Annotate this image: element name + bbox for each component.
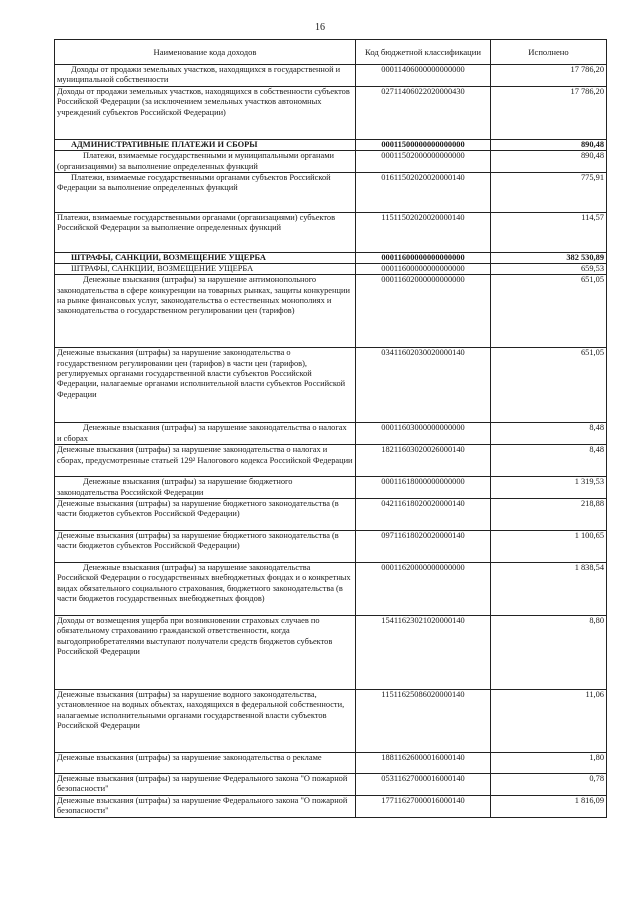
row-value: 659,53 [491,264,607,275]
row-name: Денежные взыскания (штрафы) за нарушение бюджетного законодательства (в части бюджетов субъектов Российской Федерации) [55,499,356,531]
table-row [55,477,607,499]
row-name: ШТРАФЫ, САНКЦИИ, ВОЗМЕЩЕНИЕ УЩЕРБА [55,252,356,263]
table-row [55,563,607,616]
row-code: 18211603020026000140 [356,445,491,477]
row-value: 890,48 [491,140,607,151]
table-row [55,499,607,531]
row-code: 15411623021020000140 [356,616,491,690]
table-row [55,212,607,252]
table-row [55,140,607,151]
table-row [55,87,607,140]
header-code: Код бюджетной классификации [356,40,491,65]
row-name: Денежные взыскания (штрафы) за нарушение законодательства о рекламе [55,753,356,774]
row-name: АДМИНИСТРАТИВНЫЕ ПЛАТЕЖИ И СБОРЫ [55,140,356,151]
row-value: 1,80 [491,753,607,774]
row-code: 00011618000000000000 [356,477,491,499]
page-number: 16 [315,22,325,33]
row-value: 890,48 [491,151,607,173]
row-code: 18811626000016000140 [356,753,491,774]
row-name: Денежные взыскания (штрафы) за нарушение антимонопольного законодательства в сфере конкуренции на товарных рынках, защиты конкуренции на рынке финансовых услуг, законодательства о естественных монополиях и законодательства о государственном регулировании цен (тарифов) [55,275,356,348]
row-name: Денежные взыскания (штрафы) за нарушение водного законодательства, установленное на водных объектах, находящихся в федеральной собственности, налагаемые исполнительными органами государственной власти субъектов Российской Федерации [55,690,356,753]
row-value: 17 786,20 [491,87,607,140]
row-value: 11,06 [491,690,607,753]
row-value: 8,80 [491,616,607,690]
row-code: 00011600000000000000 [356,252,491,263]
row-value: 382 530,89 [491,252,607,263]
row-code: 17711627000016000140 [356,796,491,818]
table-body [55,65,607,818]
row-value: 1 100,65 [491,531,607,563]
row-name: Доходы от возмещения ущерба при возникновении страховых случаев по обязательному страхованию гражданской ответственности, когда выгодоприобретателями выступают получатели средств бюджетов субъектов Российской Федерации [55,616,356,690]
row-value: 0,78 [491,774,607,796]
header-value: Исполнено [491,40,607,65]
row-name: Денежные взыскания (штрафы) за нарушение законодательства о налогах и сборах, предусмотренные статьей 129² Налогового кодекса Российской Федерации [55,445,356,477]
row-value: 1 838,54 [491,563,607,616]
table-row [55,264,607,275]
table-row [55,423,607,445]
row-name: Денежные взыскания (штрафы) за нарушение бюджетного законодательства Российской Федерации [55,477,356,499]
row-value: 8,48 [491,423,607,445]
row-value: 1 816,09 [491,796,607,818]
row-name: Денежные взыскания (штрафы) за нарушение законодательства Российской Федерации о государственных внебюджетных фондах и о конкретных видах обязательного социального страхования, бюджетного законодательства (в части бюджетов государственных внебюджетных фондов) [55,563,356,616]
table-row [55,348,607,423]
row-code: 00011602000000000000 [356,275,491,348]
row-code: 00011500000000000000 [356,140,491,151]
row-code: 02711406022020000430 [356,87,491,140]
table-row [55,690,607,753]
row-value: 114,57 [491,212,607,252]
row-code: 11511625086020000140 [356,690,491,753]
row-value: 651,05 [491,348,607,423]
row-name: Денежные взыскания (штрафы) за нарушение законодательства о государственном регулировании цен (тарифов) в части цен (тарифов), регулируемых органами государственной власти субъектов Российской Федерации, налагаемые органами исполнительной власти субъектов Российской Федерации [55,348,356,423]
table-row [55,172,607,212]
row-value: 651,05 [491,275,607,348]
row-code: 11511502020020000140 [356,212,491,252]
revenue-table [54,39,607,818]
table-row [55,531,607,563]
row-code: 04211618020020000140 [356,499,491,531]
table-row [55,151,607,173]
row-code: 05311627000016000140 [356,774,491,796]
row-value: 8,48 [491,445,607,477]
row-name: Доходы от продажи земельных участков, находящихся в государственной и муниципальной собственности [55,65,356,87]
table-header-row [55,40,607,65]
row-name: Денежные взыскания (штрафы) за нарушение законодательства о налогах и сборах [55,423,356,445]
row-name: Доходы от продажи земельных участков, находящихся в собственности субъектов Российской Федерации (за исключением земельных участков автономных учреждений субъектов Российской Федерации) [55,87,356,140]
row-name: Платежи, взимаемые государственными и муниципальными органами (организациями) за выполнение определенных функций [55,151,356,173]
table-row [55,445,607,477]
row-code: 00011620000000000000 [356,563,491,616]
row-value: 218,88 [491,499,607,531]
table-row [55,616,607,690]
row-name: Платежи, взимаемые государственными органами субъектов Российской Федерации за выполнение определенных функций [55,172,356,212]
row-name: ШТРАФЫ, САНКЦИИ, ВОЗМЕЩЕНИЕ УЩЕРБА [55,264,356,275]
table-row [55,796,607,818]
row-code: 00011502000000000000 [356,151,491,173]
header-name: Наименование кода доходов [55,40,356,65]
row-value: 17 786,20 [491,65,607,87]
table-row [55,774,607,796]
row-code: 01611502020020000140 [356,172,491,212]
table-row [55,65,607,87]
row-name: Денежные взыскания (штрафы) за нарушение Федерального закона "О пожарной безопасности" [55,774,356,796]
table-row [55,252,607,263]
row-code: 00011600000000000000 [356,264,491,275]
row-code: 03411602030020000140 [356,348,491,423]
table-row [55,275,607,348]
row-value: 1 319,53 [491,477,607,499]
row-value: 775,91 [491,172,607,212]
row-code: 00011406000000000000 [356,65,491,87]
row-code: 09711618020020000140 [356,531,491,563]
row-name: Платежи, взимаемые государственными органами (организациями) субъектов Российской Федерации за выполнение определенных функций [55,212,356,252]
row-name: Денежные взыскания (штрафы) за нарушение бюджетного законодательства (в части бюджетов субъектов Российской Федерации) [55,531,356,563]
row-code: 00011603000000000000 [356,423,491,445]
row-name: Денежные взыскания (штрафы) за нарушение Федерального закона "О пожарной безопасности" [55,796,356,818]
table-row [55,753,607,774]
